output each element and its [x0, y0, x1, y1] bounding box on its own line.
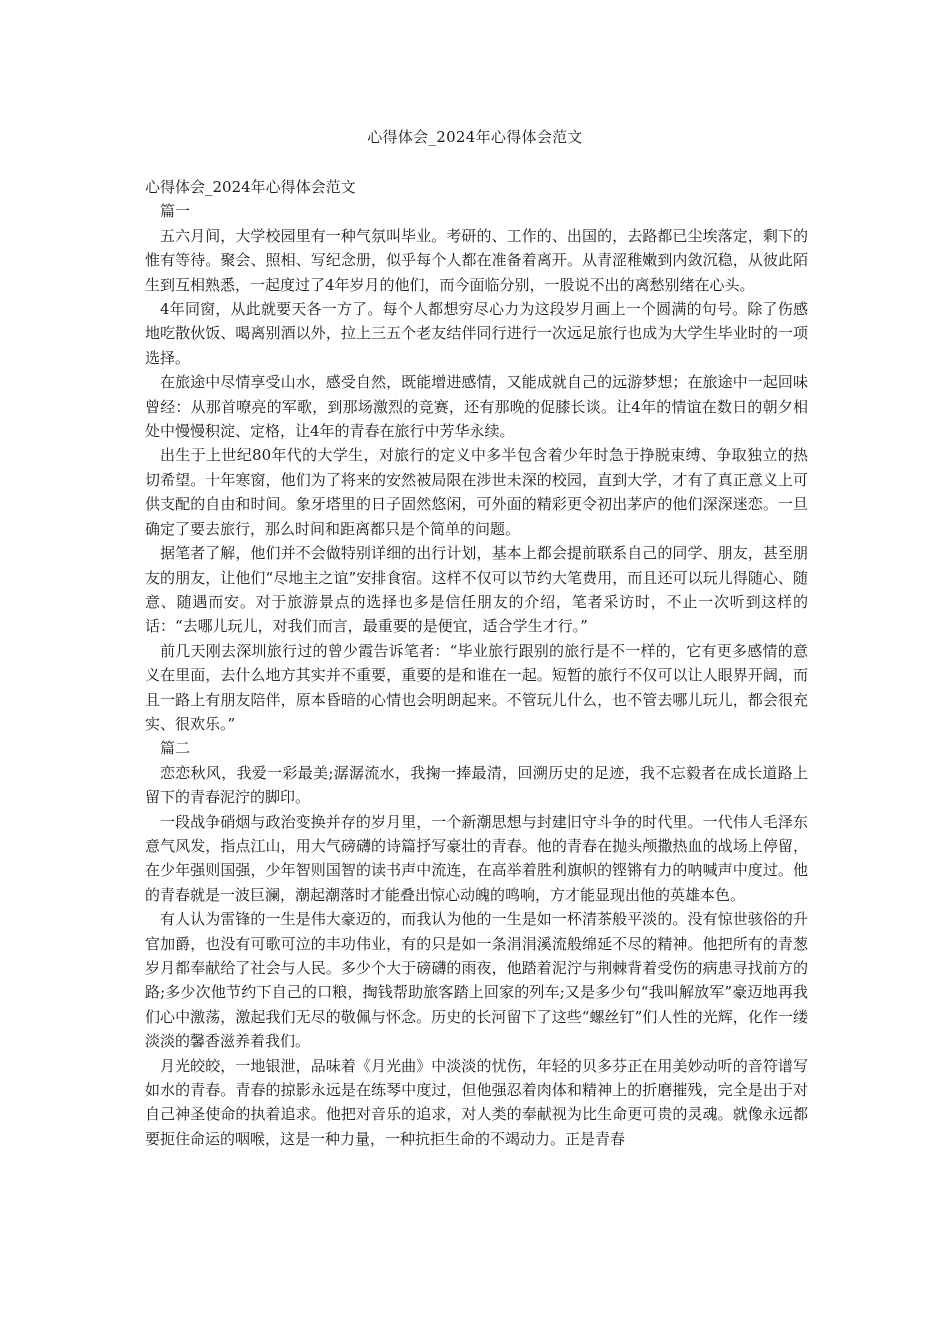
document-title: 心得体会_2024年心得体会范文	[367, 128, 583, 146]
paragraph: 在旅途中尽情享受山水，感受自然，既能增进感情，又能成就自己的远游梦想；在旅途中一起回味曾经：从那首嘹亮的军歌，到那场激烈的竞赛，还有那晚的促膝长谈。让4年的情谊在数日的朝夕相处中慢慢积淀、定格，让4年的青春在旅行中芳华永续。	[145, 373, 808, 441]
document-subtitle: 心得体会_2024年心得体会范文	[145, 178, 356, 196]
document-body	[145, 175, 808, 1151]
paragraph: 一段战争硝烟与政治变换并存的岁月里，一个新潮思想与封建旧守斗争的时代里。一代伟人毛泽东意气风发，指点江山，用大气磅礴的诗篇抒写豪壮的青春。他的青春在抛头颅撒热血的战场上停留，在少年强则国强，少年智则国智的读书声中流连，在高举着胜利旗帜的铿锵有力的呐喊声中度过。他的青春就是一波巨澜，潮起潮落时才能叠出惊心动魄的鸣响，方才能显现出他的英雄本色。	[145, 812, 808, 904]
paragraph: 4年同窗，从此就要天各一方了。每个人都想穷尽心力为这段岁月画上一个圆满的句号。除了伤感地吃散伙饭、喝离别酒以外，拉上三五个老友结伴同行进行一次远足旅行也成为大学生毕业时的一项选择。	[145, 300, 808, 367]
paragraph: 月光皎皎，一地银泄，品味着《月光曲》中淡淡的忧伤，年轻的贝多芬正在用美妙动听的音符谱写如水的青春。青春的掠影永远是在练琴中度过，但他强忍着肉体和精神上的折磨摧残，完全是出于对自己神圣使命的执着追求。他把对音乐的追求，对人类的奉献视为比生命更可贵的灵魂。就像永远都要扼住命运的咽喉，这是一种力量，一种抗拒生命的不竭动力。正是青春	[145, 1056, 808, 1148]
paragraph: 出生于上世纪80年代的大学生，对旅行的定义中多半包含着少年时急于挣脱束缚、争取独立的热切希望。十年寒窗，他们为了将来的安然被局限在涉世未深的校园，直到大学，才有了真正意义上可供支配的自由和时间。象牙塔里的日子固然悠闲，可外面的精彩更令初出茅庐的他们深深迷恋。一旦确定了要去旅行，那么时间和距离都只是个简单的问题。	[145, 446, 808, 538]
paragraph: 据笔者了解，他们并不会做特别详细的出行计划，基本上都会提前联系自己的同学、朋友，甚至朋友的朋友，让他们“尽地主之谊”安排食宿。这样不仅可以节约大笔费用，而且还可以玩儿得随心、随意、随遇而安。对于旅游景点的选择也多是信任朋友的介绍，笔者采访时，不止一次听到这样的话：“去哪儿玩儿，对我们而言，最重要的是便宜，适合学生才行。”	[145, 544, 808, 636]
section-heading-1: 篇一	[160, 202, 191, 221]
paragraph: 有人认为雷锋的一生是伟大豪迈的，而我认为他的一生是如一杯清茶般平淡的。没有惊世骇俗的升官加爵，也没有可歌可泣的丰功伟业，有的只是如一条涓涓溪流般绵延不尽的精神。他把所有的青葱岁月都奉献给了社会与人民。多少个大于磅礴的雨夜，他踏着泥泞与荆棘背着受伤的病患寻找前方的路;多少次他节约下自己的口粮，掏钱帮助旅客踏上回家的列车;又是多少句“我叫解放军”豪迈地再我们心中激荡，激起我们无尽的敬佩与怀念。历史的长河留下了这些“螺丝钉”们人性的光辉，化作一缕淡淡的馨香滋养着我们。	[145, 910, 808, 1051]
section-heading-2: 篇二	[160, 739, 191, 758]
paragraph: 前几天刚去深圳旅行过的曾少霞告诉笔者：“毕业旅行跟别的旅行是不一样的，它有更多感情的意义在里面，去什么地方其实并不重要，重要的是和谁在一起。短暂的旅行不仅可以让人眼界开阔，而且一路上有朋友陪伴，原本昏暗的心情也会明朗起来。不管玩儿什么，也不管去哪儿玩儿，都会很充实、很欢乐。”	[145, 641, 808, 733]
paragraph: 恋恋秋风，我爱一彩最美;潺潺流水，我掬一捧最清，回溯历史的足迹，我不忘毅者在成长道路上留下的青春泥泞的脚印。	[145, 763, 808, 807]
paragraph: 五六月间，大学校园里有一种气氛叫毕业。考研的、工作的、出国的，去路都已尘埃落定，剩下的惟有等待。聚会、照相、写纪念册，似乎每个人都在准备着离开。从青涩稚嫩到内敛沉稳，从彼此陌生到互相熟悉，一起度过了4年岁月的他们，而今面临分别，一股说不出的离愁别绪在心头。	[145, 226, 808, 294]
